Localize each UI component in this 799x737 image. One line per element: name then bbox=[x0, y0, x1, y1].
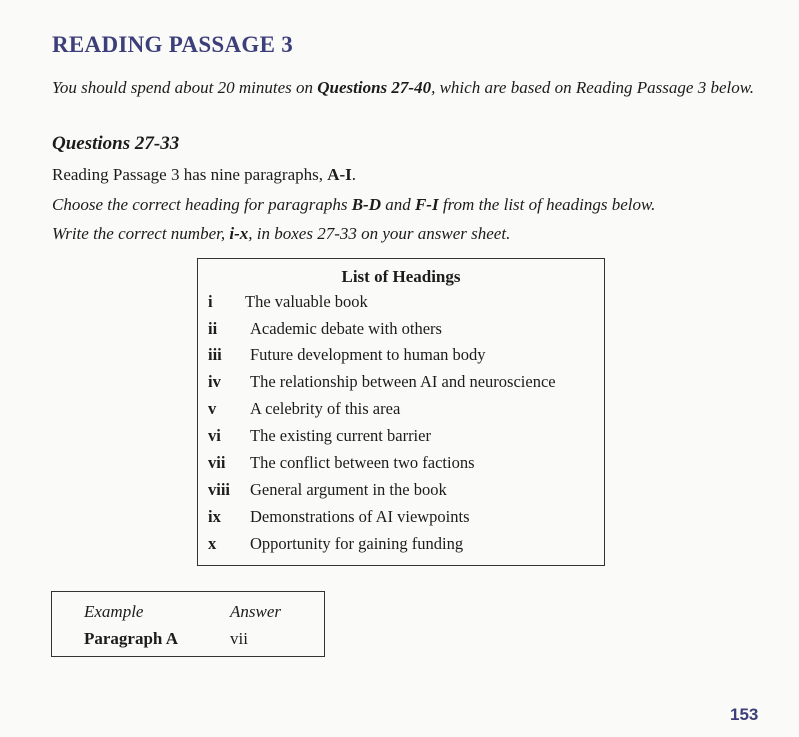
write-range: i-x bbox=[229, 224, 249, 243]
heading-number: iii bbox=[208, 345, 222, 364]
paragraph-range: A-I bbox=[327, 165, 352, 184]
heading-number: ii bbox=[208, 318, 218, 338]
heading-text: A celebrity of this area bbox=[250, 399, 401, 418]
choose-text-2: and bbox=[380, 195, 415, 214]
example-answer: vii bbox=[230, 629, 248, 648]
page-number: 153 bbox=[730, 705, 759, 724]
write-text-1: Write the correct number, bbox=[52, 224, 230, 243]
heading-text: Opportunity for gaining funding bbox=[250, 534, 464, 553]
paragraph-info-text-2: . bbox=[351, 165, 357, 184]
list-of-headings-title: List of Headings bbox=[341, 267, 461, 286]
write-instruction bbox=[52, 224, 510, 244]
heading-text: The valuable book bbox=[245, 292, 368, 311]
write-text-2: , in boxes 27-33 on your answer sheet. bbox=[248, 224, 511, 243]
intro-questions-range: Questions 27-40 bbox=[317, 78, 432, 97]
heading-text: Demonstrations of AI viewpoints bbox=[250, 507, 470, 526]
heading-text: Academic debate with others bbox=[250, 318, 442, 338]
heading-text: Future development to human body bbox=[250, 345, 486, 364]
intro-text-2: , which are based on Reading Passage 3 below. bbox=[431, 78, 755, 97]
heading-number: iv bbox=[208, 372, 221, 391]
heading-text: The relationship between AI and neuroscience bbox=[250, 372, 556, 391]
intro-text-1: You should spend about 20 minutes on bbox=[52, 78, 318, 97]
heading-text: The conflict between two factions bbox=[250, 453, 475, 472]
example-paragraph: Paragraph A bbox=[84, 629, 178, 648]
heading-number: i bbox=[208, 292, 213, 311]
answer-label: Answer bbox=[230, 602, 281, 621]
choose-instruction bbox=[52, 195, 655, 215]
choose-text-1: Choose the correct heading for paragraphs bbox=[52, 195, 352, 214]
heading-text: The existing current barrier bbox=[250, 426, 431, 445]
choose-range-1: B-D bbox=[351, 195, 381, 214]
choose-text-3: from the list of headings below. bbox=[438, 195, 656, 214]
paragraph-info-text-1: Reading Passage 3 has nine paragraphs, bbox=[52, 165, 328, 184]
choose-range-2: F-I bbox=[414, 195, 439, 214]
example-label: Example bbox=[84, 602, 144, 621]
heading-number: viii bbox=[208, 480, 231, 499]
heading-text: General argument in the book bbox=[250, 480, 447, 499]
paragraph-info bbox=[52, 165, 356, 185]
list-of-headings-box bbox=[197, 258, 605, 566]
heading-number: v bbox=[208, 399, 217, 418]
section-title: READING PASSAGE 3 bbox=[52, 32, 294, 57]
heading-number: ix bbox=[208, 507, 221, 526]
intro-instructions bbox=[52, 74, 772, 102]
example-box bbox=[51, 591, 325, 657]
questions-heading: Questions 27-33 bbox=[52, 133, 180, 154]
heading-number: x bbox=[208, 534, 217, 553]
heading-number: vii bbox=[208, 453, 226, 472]
heading-number: vi bbox=[208, 426, 221, 445]
